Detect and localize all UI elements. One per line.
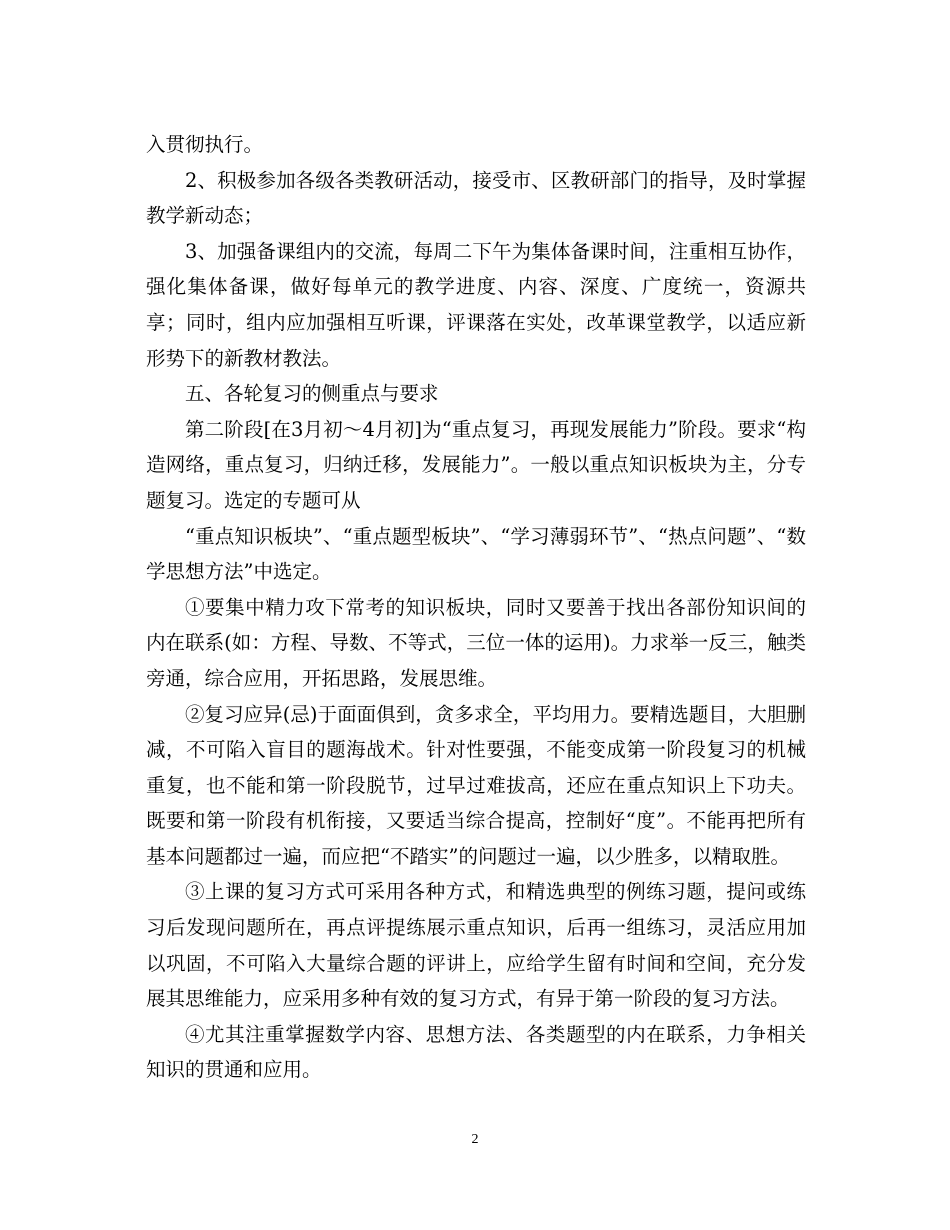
document-body — [146, 127, 806, 1088]
paragraph-point-3: ③上课的复习方式可采用各种方式，和精选典型的例练习题，提问或练习后发现问题所在，再点评提练展示重点知识，后再一组练习，灵活应用加以巩固，不可陷入大量综合题的评讲上，应给学生留有时间和空间，充分发展其思维能力，应采用多种有效的复习方式，有异于第一阶段的复习方法。 — [146, 880, 806, 1011]
paragraph-continuation: 入贯彻执行。 — [146, 133, 264, 156]
paragraph-point-4: ④尤其注重掌握数学内容、思想方法、各类题型的内在联系，力争相关知识的贯通和应用。 — [146, 1022, 806, 1082]
paragraph-stage-two: 第二阶段[在3月初～4月初]为“重点复习，再现发展能力”阶段。要求“构造网络，重点复习，归纳迁移，发展能力”。一般以重点知识板块为主，分专题复习。选定的专题可从 — [146, 417, 806, 512]
page-number: 2 — [471, 1132, 479, 1147]
paragraph-item-3: 3、加强备课组内的交流，每周二下午为集体备课时间，注重相互协作，强化集体备课，做好每单元的教学进度、内容、深度、广度统一，资源共享；同时，组内应加强相互听课，评课落在实处，改革课堂教学，以适应新形势下的新教材教法。 — [146, 239, 806, 370]
paragraph-point-1: ①要集中精力攻下常考的知识板块，同时又要善于找出各部份知识间的内在联系(如：方程、导数、不等式，三位一体的运用)。力求举一反三，触类旁通，综合应用，开拓思路，发展思维。 — [146, 595, 806, 690]
paragraph-topic-sources: “重点知识板块”、“重点题型板块”、“学习薄弱环节”、“热点问题”、“数学思想方法”中选定。 — [146, 524, 806, 584]
paragraph-item-2: 2、积极参加各级各类教研活动，接受市、区教研部门的指导，及时掌握教学新动态； — [146, 168, 806, 228]
section-heading-5: 五、各轮复习的侧重点与要求 — [185, 382, 439, 406]
paragraph-point-2: ②复习应异(忌)于面面俱到，贪多求全，平均用力。要精选题目，大胆删减，不可陷入盲目的题海战术。针对性要强，不能变成第一阶段复习的机械重复，也不能和第一阶段脱节，过早过难拔高，还应在重点知识上下功夫。既要和第一阶段有机衔接，又要适当综合提高，控制好“度”。不能再把所有基本问题都过一遍，而应把“不踏实”的问题过一遍，以少胜多，以精取胜。 — [146, 702, 806, 868]
